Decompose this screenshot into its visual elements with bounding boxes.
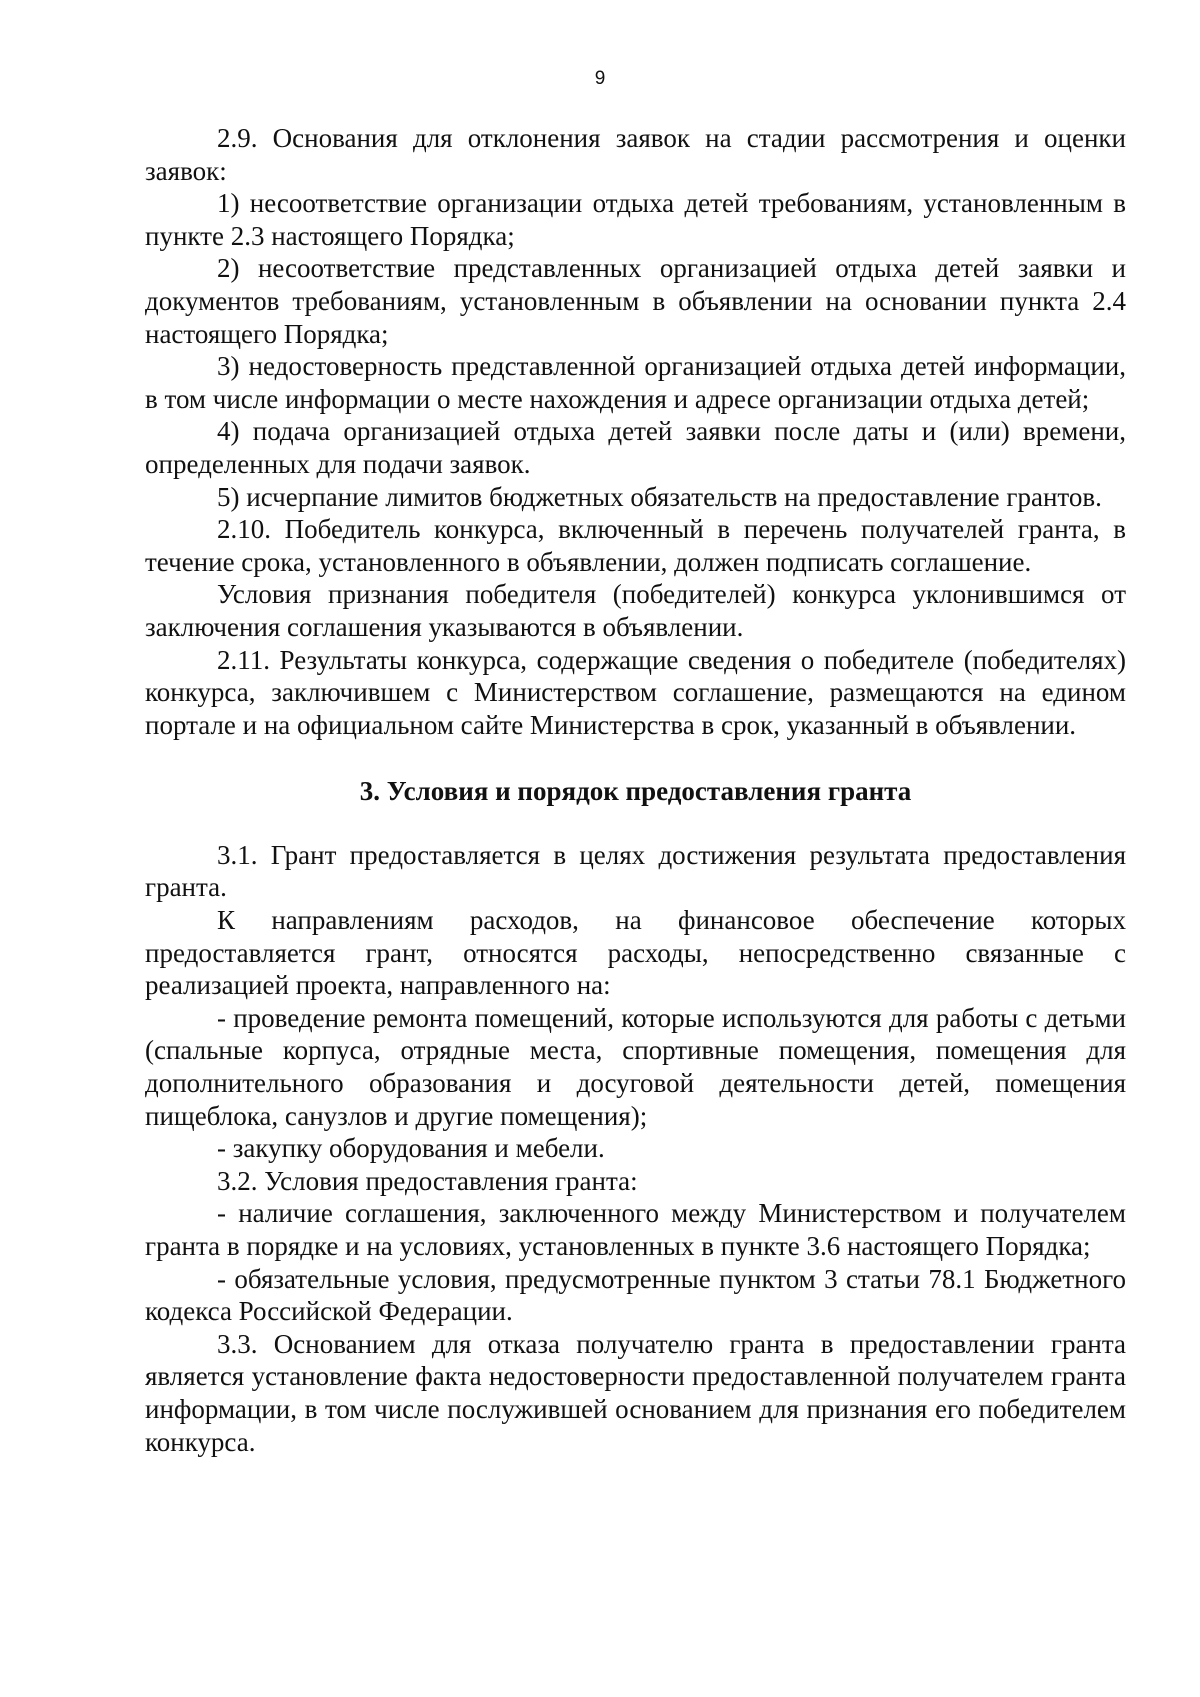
paragraph-3-3: 3.3. Основанием для отказа получателю гранта в предоставлении гранта является установление факта недостоверности предоставленной получателем гранта информации, в том числе послужившей основанием для признания его победителем конкурса. bbox=[145, 1328, 1126, 1457]
section-3-heading: 3. Условия и порядок предоставления гранта bbox=[359, 776, 912, 807]
list-item-repair: - проведение ремонта помещений, которые используются для работы с детьми (спальные корпуса, отрядные места, спортивные помещения, помещения для дополнительного образования и досуговой деятельности детей, помещения пищеблока, санузлов и другие помещения); bbox=[145, 1002, 1126, 1131]
paragraph-2-9: 2.9. Основания для отклонения заявок на стадии рассмотрения и оценки заявок: bbox=[145, 123, 1126, 186]
paragraph-2-10: 2.10. Победитель конкурса, включенный в перечень получателей гранта, в течение срока, установленного в объявлении, должен подписать соглашение. bbox=[145, 514, 1126, 577]
list-item-2-9-4: 4) подача организацией отдыха детей заявки после даты и (или) времени, определенных для подачи заявок. bbox=[145, 416, 1126, 479]
list-item-2-9-5: 5) исчерпание лимитов бюджетных обязательств на предоставление грантов. bbox=[217, 481, 1102, 512]
list-item-2-9-2: 2) несоответствие представленных организацией отдыха детей заявки и документов требованиям, установленным в объявлении на основании пункта 2.4 настоящего Порядка; bbox=[145, 253, 1126, 349]
paragraph-3-2: 3.2. Условия предоставления гранта: bbox=[217, 1165, 638, 1196]
list-item-equipment: - закупку оборудования и мебели. bbox=[217, 1133, 605, 1164]
paragraph-2-10-conditions: Условия признания победителя (победителей) конкурса уклонившимся от заключения соглашения указываются в объявлении. bbox=[145, 579, 1126, 642]
list-item-2-9-1: 1) несоответствие организации отдыха детей требованиям, установленным в пункте 2.3 настоящего Порядка; bbox=[145, 188, 1126, 251]
list-item-budget-code: - обязательные условия, предусмотренные пунктом 3 статьи 78.1 Бюджетного кодекса Российской Федерации. bbox=[145, 1263, 1126, 1327]
paragraph-2-11: 2.11. Результаты конкурса, содержащие сведения о победителе (победителях) конкурса, заключившем с Министерством соглашение, размещаются на едином портале и на официальном сайте Министерства в срок, указанный в объявлении. bbox=[145, 644, 1126, 740]
list-item-2-9-3: 3) недостоверность представленной организацией отдыха детей информации, в том числе информации о месте нахождения и адресе организации отдыха детей; bbox=[145, 351, 1126, 414]
paragraph-3-1: 3.1. Грант предоставляется в целях достижения результата предоставления гранта. bbox=[145, 839, 1126, 903]
document-body bbox=[145, 122, 1126, 1458]
list-item-agreement: - наличие соглашения, заключенного между Министерством и получателем гранта в порядке и на условиях, установленных в пункте 3.6 настоящего Порядка; bbox=[145, 1198, 1126, 1261]
paragraph-3-1-expenses: К направлениям расходов, на финансовое обеспечение которых предоставляется грант, относятся расходы, непосредственно связанные с реализацией проекта, направленного на: bbox=[145, 905, 1126, 1001]
page-number: 9 bbox=[594, 68, 606, 89]
